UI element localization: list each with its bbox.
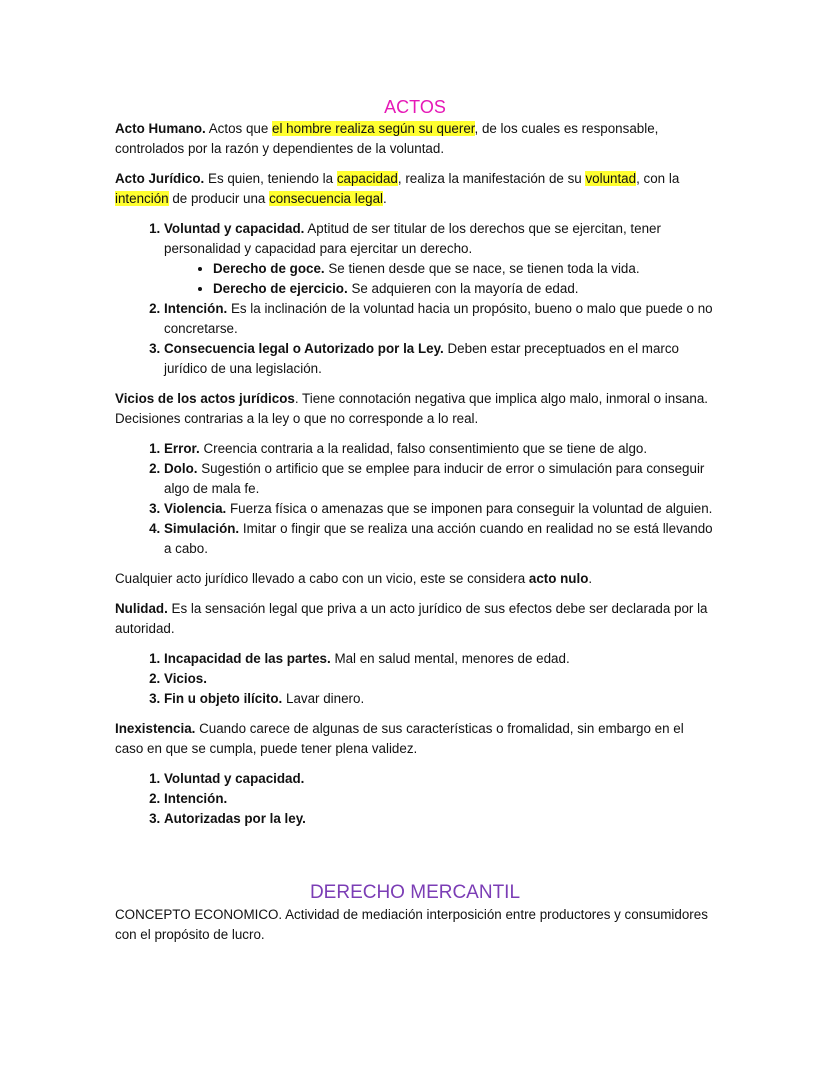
highlight: consecuencia legal [269, 191, 384, 206]
text: , con la [636, 171, 680, 186]
list-item-text: Fuerza física o amenazas que se imponen para conseguir la voluntad de alguien. [226, 501, 713, 516]
list-item-text: Deben estar preceptuados en el marco jurídico de una legislación. [164, 341, 680, 376]
paragraph-inexistencia [115, 719, 715, 759]
list-item-term: Violencia. [164, 501, 227, 516]
spacer [115, 839, 715, 881]
text: , realiza la manifestación de su [397, 171, 586, 186]
list-item-term: Error. [164, 441, 200, 456]
list-item [164, 459, 715, 499]
list-item-term: Consecuencia legal o Autorizado por la Ley. [164, 341, 444, 356]
highlight: el hombre realiza según su querer [272, 121, 475, 136]
paragraph-vicios [115, 389, 715, 429]
list-item [164, 769, 715, 789]
list-item [164, 499, 715, 519]
section-title-actos: ACTOS [384, 97, 446, 117]
list-item [164, 439, 715, 459]
list-item [164, 669, 715, 689]
paragraph-acto-humano [115, 119, 715, 159]
list-item-term: Voluntad y capacidad. [164, 771, 305, 786]
term-nulidad: Nulidad. [115, 601, 168, 616]
list-inexistencia [115, 769, 715, 829]
list-item-text: Sugestión o artificio que se emplee para inducir de error o simulación para conseguir algo de mala fe. [164, 461, 705, 496]
term-acto-humano: Acto Humano. [115, 121, 206, 136]
term-acto-juridico: Acto Jurídico. [115, 171, 205, 186]
list-vicios [115, 439, 715, 559]
term-vicios: Vicios de los actos jurídicos [115, 391, 295, 406]
list-item-text: Aptitud de ser titular de los derechos que se ejercitan, tener personalidad y capacidad para ejercitar un derecho. [164, 221, 661, 256]
list-item [213, 279, 715, 299]
list-item [164, 649, 715, 669]
list-elementos [115, 219, 715, 379]
text: Es la sensación legal que priva a un acto jurídico de sus efectos debe ser declarada por la autoridad. [115, 601, 708, 636]
section-title-derecho-mercantil: DERECHO MERCANTIL [309, 882, 521, 903]
text: Es quien, teniendo la [204, 171, 337, 186]
text: . [383, 191, 387, 206]
list-item [213, 259, 715, 279]
list-item-text: Se tienen desde que se nace, se tienen toda la vida. [324, 261, 640, 276]
list-item-text: Lavar dinero. [282, 691, 365, 706]
list-item-term: Dolo. [164, 461, 198, 476]
list-item-term: Voluntad y capacidad. [164, 221, 305, 236]
term-inexistencia: Inexistencia. [115, 721, 196, 736]
list-item-term: Fin u objeto ilícito. [164, 691, 283, 706]
text: de producir una [168, 191, 270, 206]
list-item-text: Mal en salud mental, menores de edad. [330, 651, 570, 666]
text: Actos que [205, 121, 273, 136]
paragraph-acto-nulo [115, 569, 715, 589]
list-item-term: Vicios. [164, 671, 207, 686]
list-item-text: Creencia contraria a la realidad, falso consentimiento que se tiene de algo. [199, 441, 648, 456]
text: Cualquier acto jurídico llevado a cabo con un vicio, este se considera [115, 571, 529, 586]
list-derechos [164, 259, 715, 299]
term-acto-nulo: acto nulo [528, 571, 589, 586]
list-item-text: Es la inclinación de la voluntad hacia un propósito, bueno o malo que puede o no concretarse. [164, 301, 713, 336]
list-item-term: Simulación. [164, 521, 240, 536]
list-nulidad [115, 649, 715, 709]
list-item [164, 809, 715, 829]
list-item-text: Imitar o fingir que se realiza una acción cuando en realidad no se está llevando a cabo. [164, 521, 713, 556]
list-item [164, 339, 715, 379]
document-page [115, 96, 715, 955]
highlight: intención [115, 191, 169, 206]
list-item [164, 789, 715, 809]
text: . [588, 571, 593, 586]
list-item-text: Se adquieren con la mayoría de edad. [347, 281, 579, 296]
list-item-term: Derecho de goce. [213, 261, 325, 276]
list-item-term: Intención. [164, 301, 228, 316]
list-item [164, 689, 715, 709]
paragraph-nulidad [115, 599, 715, 639]
highlight: capacidad [336, 171, 398, 186]
highlight: voluntad [585, 171, 637, 186]
text: . Tiene connotación negativa que implica algo malo, inmoral o insana. Decisiones contrarias a la ley o que no corresponde a lo real. [115, 391, 708, 426]
list-item [164, 299, 715, 339]
text: , de los cuales es responsable, controlados por la razón y dependientes de la voluntad. [115, 121, 659, 156]
list-item [164, 219, 715, 299]
list-item-term: Incapacidad de las partes. [164, 651, 331, 666]
list-item-term: Intención. [164, 791, 228, 806]
list-item-term: Derecho de ejercicio. [213, 281, 348, 296]
text: Cuando carece de algunas de sus características o fromalidad, sin embargo en el caso en que se cumpla, puede tener plena validez. [115, 721, 684, 756]
paragraph-concepto: CONCEPTO ECONOMICO. Actividad de mediación interposición entre productores y consumidores con el propósito de lucro. [115, 907, 708, 942]
paragraph-acto-juridico [115, 169, 715, 209]
list-item [164, 519, 715, 559]
list-item-term: Autorizadas por la ley. [164, 811, 306, 826]
